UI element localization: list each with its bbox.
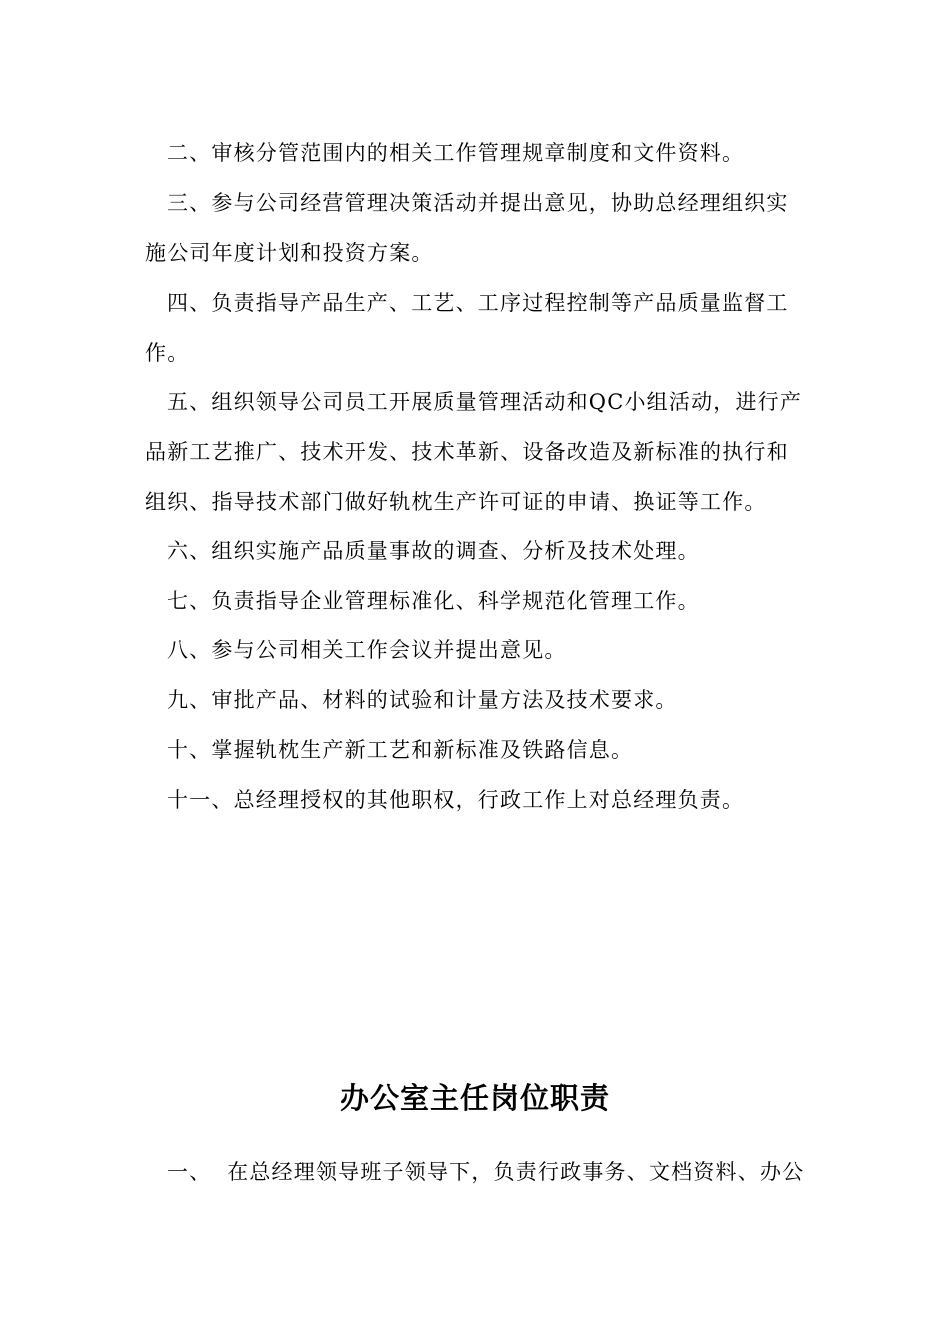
text-line: 作。 — [145, 341, 190, 365]
duty-item-2 — [145, 128, 805, 178]
text-line: 八、参与公司相关工作会议并提出意见。 — [167, 638, 567, 662]
duty-item-10 — [145, 725, 805, 775]
duty-item-11 — [145, 775, 805, 825]
section-item-1 — [145, 1147, 805, 1197]
duty-item-8 — [145, 625, 805, 675]
text-line: 三、参与公司经营管理决策活动并提出意见，协助总经理组织实 — [167, 191, 789, 215]
duty-item-5 — [145, 377, 805, 527]
text-line: 组织、指导技术部门做好轨枕生产许可证的申请、换证等工作。 — [145, 490, 767, 514]
text-line: 七、负责指导企业管理标准化、科学规范化管理工作。 — [167, 589, 700, 613]
text-line: 五、组织领导公司员工开展质量管理活动和QC小组活动，进行产 — [167, 390, 803, 414]
duty-item-6 — [145, 526, 805, 576]
duty-item-4 — [145, 278, 805, 378]
text-line: 十、掌握轨枕生产新工艺和新标准及铁路信息。 — [167, 738, 634, 762]
text-line: 施公司年度计划和投资方案。 — [145, 241, 434, 265]
text-line: 二、审核分管范围内的相关工作管理规章制度和文件资料。 — [167, 141, 745, 165]
text-line: 九、审批产品、材料的试验和计量方法及技术要求。 — [167, 688, 678, 712]
section-title: 办公室主任岗位职责 — [339, 1081, 610, 1115]
duty-item-3 — [145, 178, 805, 278]
text-line: 六、组织实施产品质量事故的调查、分析及技术处理。 — [167, 539, 700, 563]
text-line: 一、 在总经理领导班子领导下，负责行政事务、文档资料、办公 — [167, 1160, 805, 1184]
duty-item-9 — [145, 675, 805, 725]
duty-item-7 — [145, 576, 805, 626]
text-line: 品新工艺推广、技术开发、技术革新、设备改造及新标准的执行和 — [145, 440, 789, 464]
text-line: 四、负责指导产品生产、工艺、工序过程控制等产品质量监督工 — [167, 291, 789, 315]
text-line: 十一、总经理授权的其他职权，行政工作上对总经理负责。 — [167, 788, 745, 812]
